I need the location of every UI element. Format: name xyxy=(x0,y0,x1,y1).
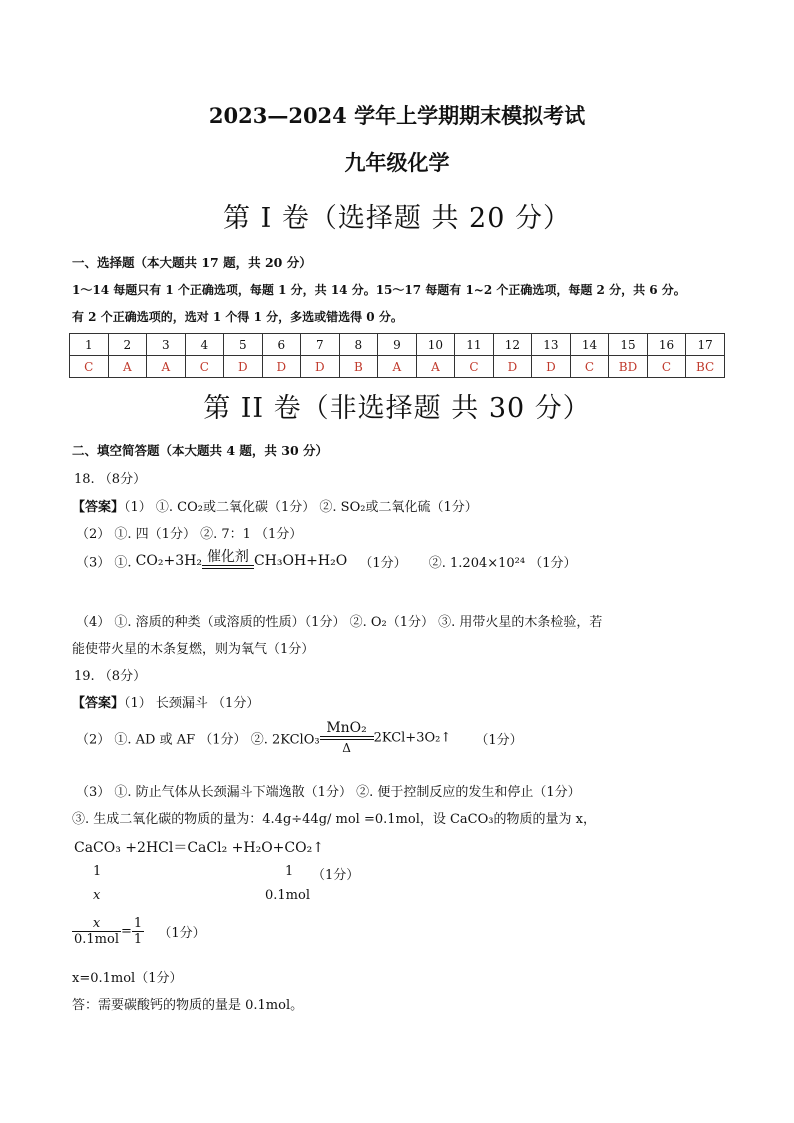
question-number-cell: 7 xyxy=(301,334,340,356)
question-number-cell: 11 xyxy=(455,334,494,356)
answer-cell: D xyxy=(532,356,571,378)
q19-ratio-1: 1 xyxy=(93,864,102,879)
answer-table xyxy=(69,333,725,378)
answer-cell: C xyxy=(70,356,109,378)
answer-cell: BC xyxy=(686,356,725,378)
q19-frac-right xyxy=(132,916,144,947)
answer-cell: D xyxy=(493,356,532,378)
answer-cell: C xyxy=(647,356,686,378)
q18-line-1-text: （1） ①. CO₂或二氧化碳（1分） ②. SO₂或二氧化硫（1分） xyxy=(124,500,478,515)
question-number-cell: 5 xyxy=(224,334,263,356)
answer-cell: C xyxy=(455,356,494,378)
q19-answer-prefix: 【答案】 xyxy=(72,696,125,711)
q19-line-1 xyxy=(72,692,259,711)
q19-line-2 xyxy=(76,720,523,756)
part2-section-heading: 二、填空简答题（本大题共 4 题，共 30 分） xyxy=(72,443,329,458)
q18-eq-catalyst: 催化剂 xyxy=(206,549,249,565)
question-number-cell: 8 xyxy=(339,334,378,356)
answer-cell: B xyxy=(339,356,378,378)
q19-number: 19. （8分） xyxy=(74,669,147,684)
part1-note-2: 有 2 个正确选项的，选对 1 个得 1 分，多选或错选得 0 分。 xyxy=(72,310,403,324)
q18-number: 18. （8分） xyxy=(74,472,147,487)
question-number-cell: 10 xyxy=(416,334,455,356)
part1-section-heading: 一、选择题（本大题共 17 题，共 20 分） xyxy=(72,255,312,270)
question-number-cell: 2 xyxy=(108,334,147,356)
q19-frac-left xyxy=(72,916,121,947)
question-number-cell: 14 xyxy=(570,334,609,356)
q19-frac-score: （1分） xyxy=(158,926,206,941)
answer-cell: C xyxy=(570,356,609,378)
part1-heading: 第 I 卷（选择题 共 20 分） xyxy=(223,203,571,234)
q18-line-1 xyxy=(72,496,478,515)
answer-cell: D xyxy=(224,356,263,378)
document-subtitle: 九年级化学 xyxy=(344,150,450,175)
q19-line-3: （3） ①. 防止气体从长颈漏斗下端逸散（1分） ②. 便于控制反应的发生和停止（1分） xyxy=(76,785,581,800)
question-number-cell: 15 xyxy=(609,334,648,356)
q18-line-3-prefix: （3） ①. xyxy=(76,555,136,571)
answer-cell: C xyxy=(185,356,224,378)
q18-line-4: （4） ①. 溶质的种类（或溶质的性质）（1分） ②. O₂（1分） ③. 用带火星的木条检验，若 xyxy=(76,615,603,630)
q19-line-2-prefix: （2） ①. AD 或 AF （1分） ②. 2KClO₃ xyxy=(76,732,320,748)
question-number-cell: 12 xyxy=(493,334,532,356)
q19-frac-right-bottom: 1 xyxy=(133,932,143,947)
q19-equation: CaCO₃ +2HCl＝CaCl₂ +H₂O+CO₂↑ xyxy=(74,840,324,856)
q19-eq-catalyst: MnO₂ xyxy=(326,720,367,736)
q18-eq-right: CH₃OH+H₂O xyxy=(253,553,348,569)
q19-eq-heat: Δ xyxy=(342,741,351,755)
q18-line-2: （2） ①. 四（1分） ②. 7：1 （1分） xyxy=(76,527,303,542)
answer-table-number-row xyxy=(70,334,725,356)
q19-eq-score: （1分） xyxy=(475,732,523,748)
q19-line-4: ③. 生成二氧化碳的物质的量为：4.4g÷44g/ mol =0.1mol，设 CaCO₃的物质的量为 x， xyxy=(72,812,596,827)
q19-ratio-2: 1 xyxy=(285,864,294,879)
part1-note-1: 1～14 每题只有 1 个正确选项，每题 1 分，共 14 分。15～17 每题有 1~2 个正确选项，每题 2 分，共 6 分。 xyxy=(72,283,686,297)
part2-heading: 第 II 卷（非选择题 共 30 分） xyxy=(203,393,591,424)
q18-line-3-b: ②. 1.204×10²⁴ （1分） xyxy=(428,555,577,571)
q19-ratio-score: （1分） xyxy=(312,868,360,883)
document-title: 2023—2024 学年上学期期末模拟考试 xyxy=(208,103,586,128)
q18-answer-prefix: 【答案】 xyxy=(72,500,125,515)
q19-eq-right: 2KCl+3O₂↑ xyxy=(373,730,452,746)
q19-proportion: $\frac{x}{\text{0.1mol}}$ = $\frac{1}{1}$ （1分） xyxy=(74,916,206,947)
question-number-cell: 13 xyxy=(532,334,571,356)
q19-result: x=0.1mol（1分） xyxy=(72,971,183,986)
q19-frac-left-bottom: 0.1mol xyxy=(74,932,119,947)
q18-eq-left: CO₂+3H₂ xyxy=(135,553,202,569)
q19-final-answer: 答：需要碳酸钙的物质的量是 0.1mol。 xyxy=(72,998,304,1013)
q18-eq-score: （1分） xyxy=(359,555,407,571)
question-number-cell: 4 xyxy=(185,334,224,356)
answer-table-answer-row xyxy=(70,356,725,378)
answer-cell: D xyxy=(262,356,301,378)
question-number-cell: 16 xyxy=(647,334,686,356)
q19-frac-left-top: x xyxy=(72,916,121,932)
question-number-cell: 1 xyxy=(70,334,109,356)
q19-var-value: 0.1mol xyxy=(265,888,310,903)
q19-eq-condition xyxy=(320,720,374,756)
q18-line-5: 能使带火星的木条复燃，则为氧气（1分） xyxy=(72,642,315,657)
question-number-cell: 9 xyxy=(378,334,417,356)
answer-cell: BD xyxy=(609,356,648,378)
q19-line-1-text: （1） 长颈漏斗 （1分） xyxy=(124,696,260,711)
answer-cell: A xyxy=(378,356,417,378)
question-number-cell: 17 xyxy=(686,334,725,356)
q19-var-x: x xyxy=(93,888,101,903)
q18-line-3 xyxy=(76,549,577,573)
answer-cell: A xyxy=(147,356,186,378)
answer-cell: A xyxy=(108,356,147,378)
q19-frac-right-top: 1 xyxy=(133,916,143,931)
answer-cell: D xyxy=(301,356,340,378)
q18-eq-condition xyxy=(202,549,254,573)
question-number-cell: 3 xyxy=(147,334,186,356)
question-number-cell: 6 xyxy=(262,334,301,356)
answer-cell: A xyxy=(416,356,455,378)
